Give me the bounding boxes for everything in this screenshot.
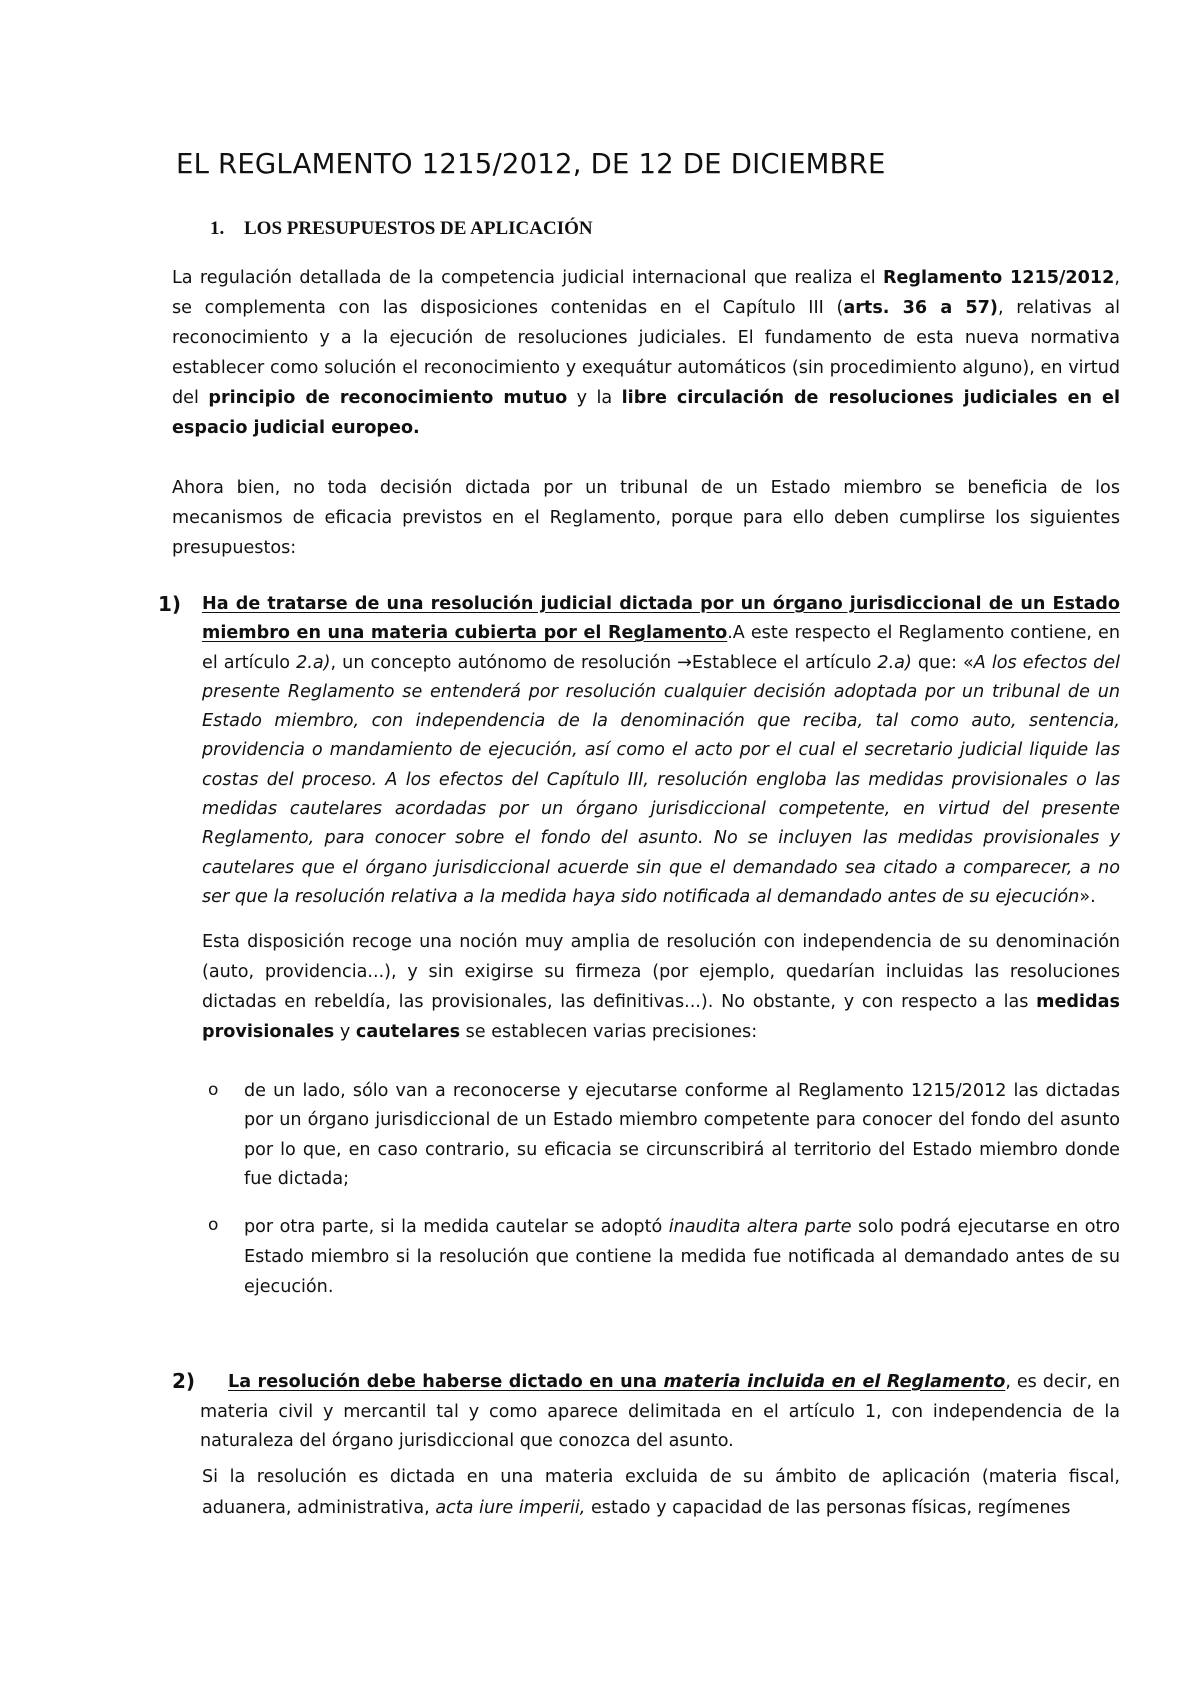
text-run: Si la resolución es dictada en una materia excluida de su ámbito de aplicación (materia fiscal, aduanera, administrativa, [202,1467,1120,1518]
item-number-2: 2) [172,1369,196,1393]
second-paragraph: Ahora bien, no toda decisión dictada por un tribunal de un Estado miembro se beneficia de los mecanismos de eficacia previstos en el Reglamento, porque para ello deben cumplirse los siguientes presupuestos: [172,478,1120,558]
item2-explanation [202,1462,1120,1524]
bold-run: medidas provisionales [202,992,1120,1042]
text-run: Esta disposición recoge una noción muy amplia de resolución con independencia de su denominación (auto, providencia...), y sin exigirse su firmeza (por ejemplo, quedarían incluidas las resoluciones dictadas en rebeldía, las provisionales, las definitivas...). No obstante, y con respecto a las [202,932,1120,1012]
item1-paragraph [202,590,1120,912]
text-run: se establecen varias precisiones: [460,1022,758,1042]
section-title: LOS PRESUPUESTOS DE APLICACIÓN [244,218,593,239]
italic-run: 2.a) [877,652,912,673]
text-run: El fundamento de esta nueva normativa establecer como solución el reconocimiento y exequátur automáticos (sin procedimiento alguno), en virtud del [172,328,1120,408]
bold-run: principio de reconocimiento mutuo [208,388,568,408]
text-run: estado y capacidad de las personas físicas, regímenes [585,1498,1071,1518]
document-title: EL REGLAMENTO 1215/2012, DE 12 DE DICIEMBRE [176,148,886,180]
bullet-marker: o [208,1080,219,1100]
text-run: La regulación detallada de la competencia judicial internacional que realiza el [172,268,883,288]
item1-heading: Ha de tratarse de una resolución judicial dictada por un órgano jurisdiccional de un Estado miembro en una materia cubierta por el Reglamento [202,594,1120,644]
text-run: , se complementa con las disposiciones contenidas en el Capítulo III ( [172,268,1120,318]
text-run: y [334,1022,356,1042]
bold-run: arts. 36 a 57) [843,298,998,318]
item-number-1: 1) [158,592,182,616]
bullet-item-2 [244,1212,1120,1302]
text-run: por otra parte, si la medida cautelar se adoptó [244,1217,669,1237]
item1-explanation [202,927,1120,1047]
bold-run: libre circulación de resoluciones judiciales en el espacio judicial europeo. [172,388,1120,438]
text-run: reconocimiento y a la ejecución de resoluciones judiciales. [172,328,727,348]
text-run: solo podrá ejecutarse en otro Estado miembro si la resolución que contiene la medida fue notificada al demandado antes de su ejecución. [244,1217,1120,1297]
text-run: que: « [911,652,974,673]
text-run: , relativas al [997,298,1121,318]
text-run: y la [567,388,622,408]
text-run: .A este respecto el Reglamento contiene, en el artículo [202,623,1120,673]
bullet-marker: o [208,1215,219,1235]
article-quote: A los efectos del presente Reglamento se entenderá por resolución cualquier decisión adoptada por un tribunal de un Estado miembro, con independencia de la denominación que reciba, tal como auto, sentencia, providencia o mandamiento de ejecución, así como el acto por el cual el secretario judicial liquide las costas del proceso. A los efectos del Capítulo III, resolución engloba las medidas provisionales o las medidas cautelares acordadas por un órgano jurisdiccional competente, en virtud del presente Reglamento, para conocer sobre el fondo del asunto. No se incluyen las medidas provisionales y cautelares que el órgano jurisdiccional acuerde sin que el demandado sea citado a comparecer, a no ser que la resolución relativa a la medida haya sido notificada al demandado antes de su ejecución [202,652,1120,907]
bold-run: cautelares [355,1022,461,1042]
italic-run: 2.a) [296,652,331,673]
intro-paragraph [172,263,1120,443]
item2-heading: La resolución debe haberse dictado en una [228,1372,664,1392]
section-heading [210,218,593,240]
bold-run: Reglamento 1215/2012 [882,268,1115,288]
italic-run: inaudita altera parte [668,1217,852,1237]
item2-heading-italic: materia incluida en el Reglamento [663,1372,1006,1392]
section-number: 1. [210,218,225,239]
item2-paragraph [200,1368,1120,1457]
text-run: ». [1079,886,1096,907]
bullet-item-1: de un lado, sólo van a reconocerse y ejecutarse conforme al Reglamento 1215/2012 las dictadas por un órgano jurisdiccional de un Estado miembro competente para conocer del fondo del asunto por lo que, en caso contrario, su eficacia se circunscribirá al territorio del Estado miembro donde fue dictada; [244,1081,1120,1190]
text-run: , un concepto autónomo de resolución →Establece el artículo [330,652,878,673]
text-run: , es decir, en materia civil y mercantil tal y como aparece delimitada en el artículo 1, con independencia de la naturaleza del órgano jurisdiccional que conozca del asunto. [200,1372,1121,1452]
italic-run: acta iure imperii, [435,1498,586,1518]
